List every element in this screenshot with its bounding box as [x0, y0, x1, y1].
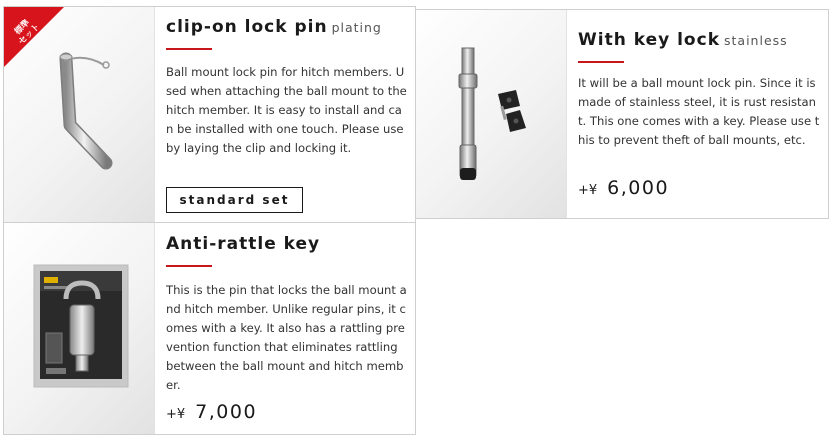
product-info: [566, 10, 828, 218]
product-image-cell: [4, 223, 155, 434]
price-prefix: +¥: [578, 183, 598, 198]
product-info: [154, 223, 415, 434]
product-info: [154, 7, 415, 222]
product-title-main: With key lock: [578, 30, 720, 50]
title-underline: [166, 48, 212, 50]
anti-rattle-package-icon: [4, 223, 154, 434]
title-underline: [578, 61, 624, 63]
product-title: [166, 234, 320, 254]
product-image-cell: [416, 10, 567, 218]
product-card-clip-on-lock-pin: [3, 6, 416, 223]
price-value: 6,000: [607, 177, 670, 199]
product-title-main: clip-on lock pin: [166, 17, 328, 37]
product-card-with-key-lock: [415, 9, 829, 219]
title-underline: [166, 265, 212, 267]
product-description: It will be a ball mount lock pin. Since it is made of stainless steel, it is rust resistant. This one comes with a key. Please use this to prevent theft of ball mounts, etc.: [578, 76, 820, 147]
product-title-main: Anti-rattle key: [166, 234, 321, 254]
key-lock-pin-icon: [416, 10, 566, 218]
standard-set-button[interactable]: standard set: [166, 187, 303, 213]
standard-set-badge: 標準 セット: [12, 17, 43, 48]
product-card-anti-rattle-key: [3, 222, 416, 435]
product-price: [166, 401, 257, 423]
product-title-sub: stainless: [724, 33, 788, 48]
product-description: Ball mount lock pin for hitch members. Used when attaching the ball mount to the hitch member. It is easy to install and can be installed with one touch. Please use by laying the clip and locking it.: [166, 65, 407, 155]
product-title-sub: plating: [331, 20, 382, 35]
product-title: [166, 17, 382, 37]
price-value: 7,000: [195, 401, 258, 423]
product-title: [578, 30, 788, 50]
product-image-cell: [4, 7, 155, 222]
product-price: [578, 177, 669, 199]
product-description: This is the pin that locks the ball mount and hitch member. Unlike regular pins, it comes with a key. It also has a rattling prevention function that eliminates rattling between the ball mount and hitch member.: [166, 283, 407, 392]
price-prefix: +¥: [166, 407, 186, 422]
